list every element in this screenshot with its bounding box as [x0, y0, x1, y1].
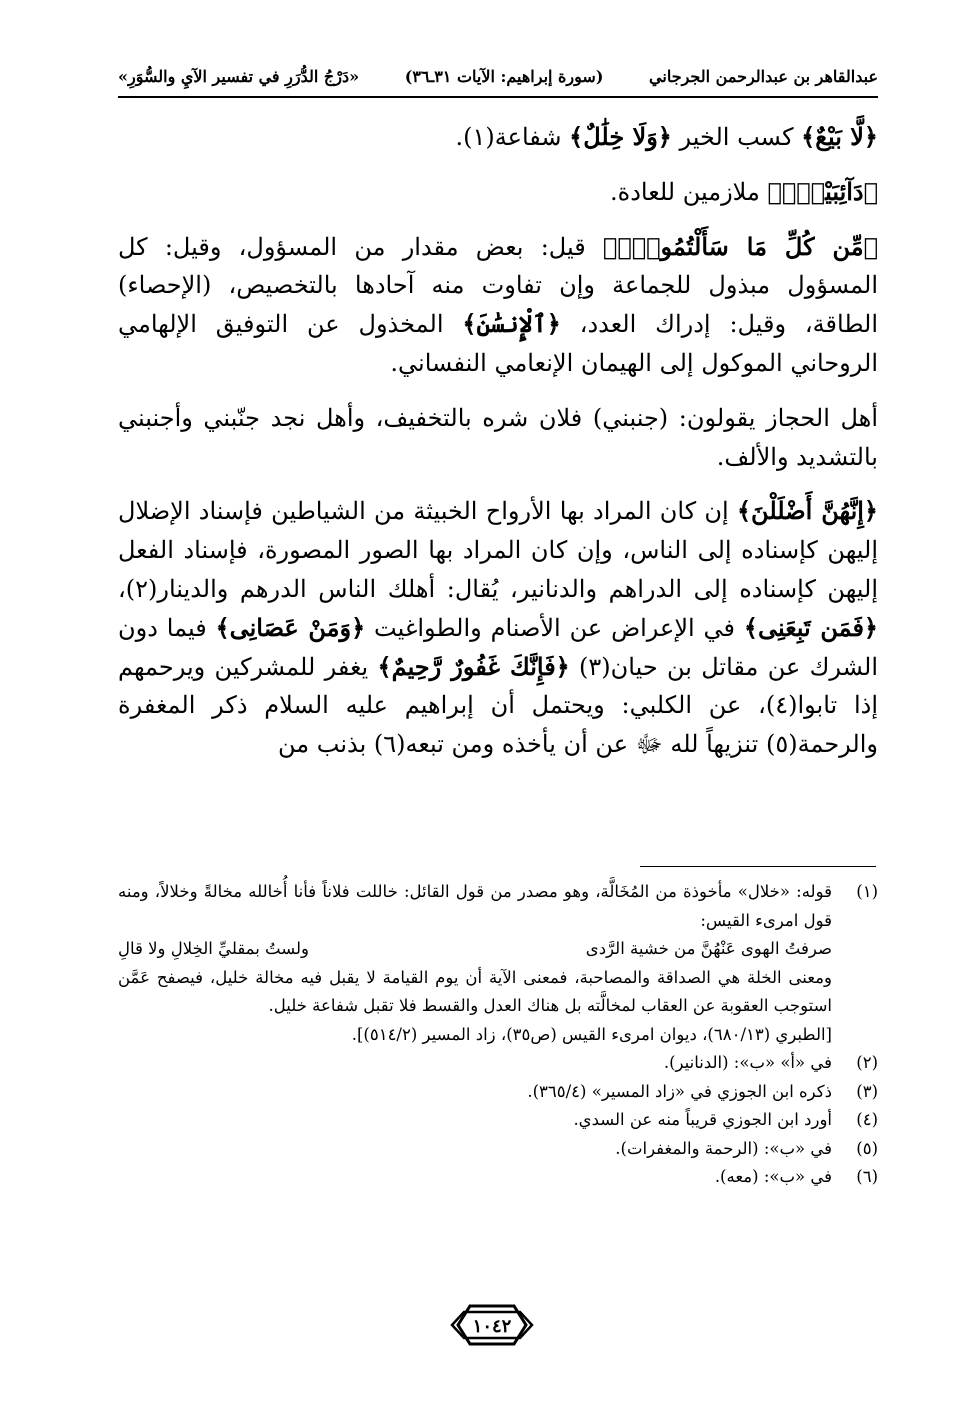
paragraph [118, 118, 878, 157]
footnote-continuation: ومعنى الخلة هي الصداقة والمصاحبة، فمعنى الآية أن يوم القيامة لا يقبل فيه مخالة خليل، فيصفح عَمَّن استوجب العقوبة عن العقاب لمخالَّته بل هناك العدل والقسط فلا تقبل شفاعة خليل. [118, 967, 832, 1015]
quran-quote: ﴿مِّن كُلِّ مَا سَأَلْتُمُوهُۚ﴾ [602, 231, 878, 261]
footnote-2 [118, 1049, 878, 1078]
quran-quote: ﴿فَمَن تَبِعَنِى﴾ [743, 612, 878, 642]
footnote-text: في «أ» «ب»: (الدنانير). [663, 1053, 832, 1072]
header-book-title: «دَرْجُ الدُّرَرِ في تفسير الآيِ والسُّوَرِ» [118, 66, 360, 86]
main-text [118, 118, 878, 780]
quran-quote: ﴿ٱلْإِنسَٰنَ﴾ [462, 309, 561, 339]
paragraph [118, 492, 878, 764]
quran-quote: ﴿إِنَّهُنَّ أَضْلَلْنَ﴾ [736, 496, 878, 526]
page-number: ١٠٤٢ [472, 1316, 512, 1337]
commentary-text: إن كان المراد بها الأرواح الخبيثة من الشياطين فإسناد الإضلال إليهن كإسناده إلى الناس، وإن كان المراد بها الصور المصورة، فإسناد الفعل إليهن كإسناده إلى الدراهم والدنانير، يُقال: أهلك الناس الدرهم والدينار(٢)، [118, 497, 878, 603]
quran-quote: ﴿فَإِنَّكَ غَفُورٌ رَّحِيمٌ﴾ [377, 651, 570, 681]
footnote-4 [118, 1106, 878, 1135]
footnote-5 [118, 1135, 878, 1164]
footnote-number: (٣) [856, 1081, 878, 1101]
footnote-number: (١) [856, 882, 878, 901]
commentary-text: المخذول عن التوفيق الإلهامي الروحاني الموكول إلى الهيمان الإنعامي النفساني. [118, 310, 878, 377]
verse-second-hemistich: ولستُ بمقليِّ الخِلالِ ولا قالِ [118, 939, 309, 958]
commentary-text: شفاعة(١). [455, 123, 570, 151]
footnote-separator [640, 866, 876, 867]
page-number-ornament [450, 1300, 534, 1350]
commentary-text: أهل الحجاز يقولون: (جنبني) فلان شره بالتخفيف، وأهل نجد جنّبني وأجنبني بالتشديد والألف. [118, 403, 878, 471]
footnote-text: ذكره ابن الجوزي في «زاد المسير» (٣٦٥/٤). [527, 1081, 832, 1101]
header-author: عبدالقاهر بن عبدالرحمن الجرجاني [649, 66, 878, 86]
footnotes [118, 878, 878, 1192]
paragraph [118, 228, 878, 383]
quran-quote: ﴿وَلَا خِلَٰلٌ﴾ [569, 122, 672, 151]
commentary-text: يغفر للمشركين ويرحمهم إذا تابوا(٤)، عن الكلبي: ويحتمل أن إبراهيم عليه السلام ذكر المغفرة والرحمة(٥) تنزيهاً لله ﷻ عن أن يأخذه ومن تبعه(٦) بذنب من [118, 652, 878, 759]
footnote-number: (٦) [856, 1167, 878, 1186]
footnote-text: أورد ابن الجوزي قريباً منه عن السدي. [573, 1110, 832, 1129]
footnote-text: في «ب»: (الرحمة والمغفرات). [615, 1138, 832, 1158]
footnote-6 [118, 1163, 878, 1192]
commentary-text: قيل: بعض مقدار من المسؤول، وقيل: كل المسؤول مبذول للجماعة وإن تفاوت منه آحادها بالتخصيص، (الإحصاء) الطاقة، وقيل: إدراك العدد، [118, 232, 878, 339]
paragraph [118, 399, 878, 477]
commentary-text: ملازمين للعادة. [610, 177, 768, 206]
footnote-number: (٤) [856, 1110, 878, 1129]
footnote-sources: [الطبري (٦٨٠/١٣)، ديوان امرىء القيس (ص٣٥)، زاد المسير (٥١٤/٢)]. [351, 1024, 832, 1044]
header-section: (سورة إبراهيم: الآيات ٣١ـ٣٦) [404, 66, 604, 86]
running-header [118, 62, 878, 90]
verse-first-hemistich: صرفتُ الهوى عَنْهُنَّ من خشية الرَّدى [585, 939, 832, 958]
footnote-text: قوله: «خلال» مأخوذة من المُخَالَّة، وهو مصدر من قول القائل: خاللت فلاناً فأنا أُخالله مخالةً وخلالاً، ومنه قول امرىء القيس: [118, 882, 832, 930]
footnote-1 [118, 878, 878, 935]
poetry-verse [118, 935, 878, 964]
quran-quote: ﴿وَمَنْ عَصَانِى﴾ [215, 612, 366, 642]
footnote-number: (٥) [856, 1138, 878, 1158]
quran-quote: ﴿دَآئِبَيْنِۖ﴾ [767, 176, 878, 206]
footnote-number: (٢) [856, 1053, 878, 1072]
footnote-text: في «ب»: (معه). [714, 1167, 832, 1186]
commentary-text: فيما دون الشرك عن مقاتل بن حيان(٣) [118, 613, 878, 681]
header-rule [118, 96, 878, 98]
commentary-text: كسب الخير [671, 123, 802, 151]
paragraph [118, 173, 878, 212]
footnote-3 [118, 1078, 878, 1107]
commentary-text: في الإعراض عن الأصنام والطواغيت [365, 613, 744, 642]
quran-quote: ﴿لَّا بَيْعٌ﴾ [801, 122, 878, 151]
